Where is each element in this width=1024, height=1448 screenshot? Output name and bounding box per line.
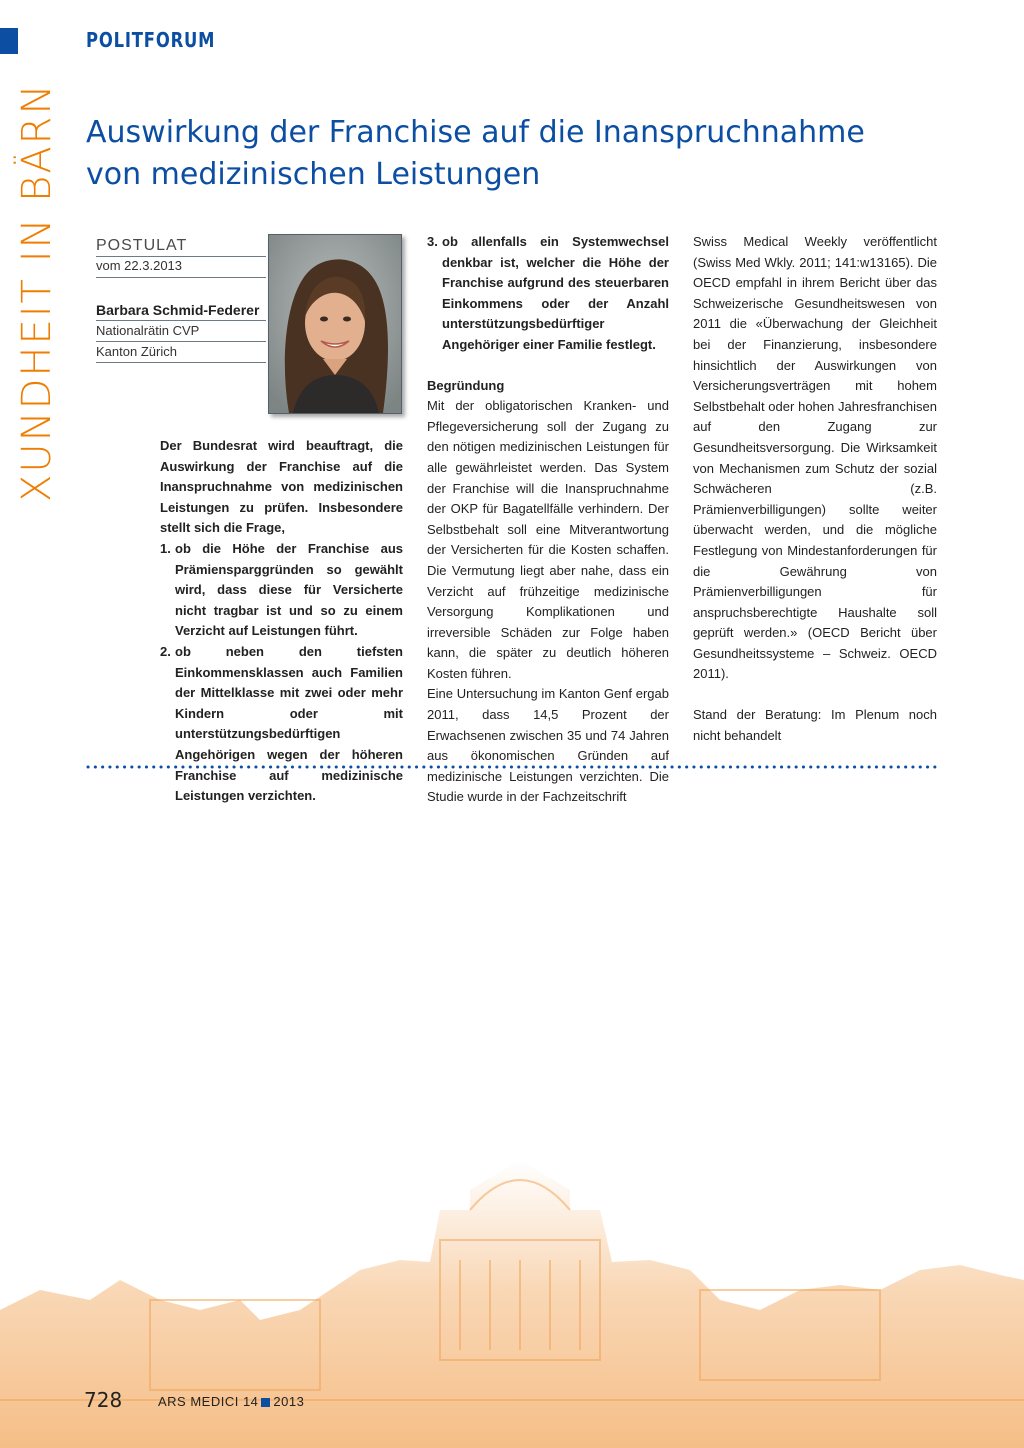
- article-title-line1: Auswirkung der Franchise auf die Inanspruchnahme: [86, 115, 865, 150]
- page-number: 728: [84, 1388, 123, 1412]
- request-item: [160, 642, 403, 807]
- article-title-line2: von medizinischen Leistungen: [86, 157, 541, 192]
- request-item-text: ob neben den tiefsten Einkommensklassen auch Familien der Mittelklasse mit zwei oder mehr Kindern oder mit unterstützungsbedürftigen Angehörigen wegen der höheren Franchise auf medizinische Leistungen verzichten.: [175, 643, 403, 804]
- request-list-continued: [427, 232, 669, 356]
- body-paragraph: Mit der obligatorischen Kranken- und Pflegeversicherung soll der Zugang zu den nötigen medizinischen Leistungen für alle gewährleistet werden. Das System der Franchise will die Inanspruchnahme der OKP für Bagatellfälle verhindern. Der Selbstbehalt soll eine Mitverantwortung der Versicherten für die Kosten schaffen. Die Vermutung liegt aber nahe, dass ein Verzicht auf frühzeitige medizinische Versorgung Komplikationen und irreversible Schäden zur Folge haben kann, die später zu deutlich höheren Kosten führen.: [427, 398, 669, 681]
- request-item-text: ob allenfalls ein Systemwechsel denkbar ist, welcher die Höhe der Franchise aufgrund des steuerbaren Einkommens oder der Anzahl unterstützungsbedürftiger Angehöriger einer Familie festlegt.: [442, 234, 669, 352]
- column-3: [693, 232, 937, 746]
- journal-name: ARS MEDICI 14: [158, 1394, 259, 1409]
- portrait-photo: [268, 234, 402, 414]
- author-name: Barbara Schmid-Federer: [96, 302, 260, 318]
- dotted-divider: [86, 764, 940, 770]
- author-role: Nationalrätin CVP: [96, 323, 200, 338]
- status-note: Stand der Beratung: Im Plenum noch nicht behandelt: [693, 707, 937, 743]
- request-item-text: ob die Höhe der Franchise aus Prämiensparggründen so gewählt wird, dass diese für Versicherte nicht tragbar ist und so zu einem Verzicht auf Leistungen führt.: [175, 540, 403, 639]
- postulat-meta: [96, 236, 266, 363]
- request-item-number: 3.: [427, 234, 438, 249]
- request-item: [160, 539, 403, 642]
- body-paragraph: Swiss Medical Weekly veröffentlicht (Swiss Med Wkly. 2011; 141:w13165). Die OECD empfahl in ihrem Bericht über das Schweizerische Gesundheitswesen von 2011 die «Überwachung der Gleichheit bei der Finanzierung, insbesondere hinsichtlich der Auswirkungen von Versicherungsverträgen mit hohem Selbstbehalt oder hohen Jahresfranchisen auf den Zugang zur Gesundheitsversorgung. Die Wirksamkeit von Mechanismen zum Schutz der sozial Schwächeren (z.B. Prämienverbilligungen) sollte weiter überwacht werden, und die mögliche Festlegung von Mindestanforderungen für die Gewährung von Prämienverbilligungen für anspruchsberechtigte Haushalte soll geprüft werden.» (OECD Bericht über Gesundheitssysteme – Schweiz. OECD 2011).: [693, 234, 937, 682]
- parliament-building-illustration: [0, 1150, 1024, 1448]
- square-separator-icon: [261, 1398, 270, 1407]
- column-2: [427, 232, 669, 808]
- side-title: XUNDHEIT IN BÄRN: [14, 82, 60, 502]
- article-title: [86, 112, 936, 196]
- postulat-kind: POSTULAT: [96, 237, 188, 254]
- request-item-number: 2.: [160, 643, 171, 659]
- author-canton: Kanton Zürich: [96, 344, 177, 359]
- section-marker: [0, 28, 18, 54]
- portrait-photo-icon: [269, 235, 401, 413]
- request-intro: Der Bundesrat wird beauftragt, die Auswirkung der Franchise auf die Inanspruchnahme von medizinischen Leistungen zu prüfen. Insbesondere stellt sich die Frage,: [160, 438, 403, 536]
- column-1: [160, 436, 403, 807]
- section-heading: Begründung: [427, 377, 505, 393]
- request-item-number: 1.: [160, 540, 171, 556]
- postulat-date: vom 22.3.2013: [96, 258, 183, 273]
- body-paragraph: Eine Untersuchung im Kanton Genf ergab 2011, dass 14,5 Prozent der Erwachsenen zwischen 35 und 74 Jahren aus ökonomischen Gründen auf medizinische Leistungen verzichten. Die Studie wurde in der Fachzeitschrift: [427, 686, 669, 805]
- request-item: [427, 232, 669, 356]
- journal-year: 2013: [273, 1394, 305, 1409]
- section-label: POLITFORUM: [86, 28, 216, 52]
- journal-footer: [158, 1394, 304, 1409]
